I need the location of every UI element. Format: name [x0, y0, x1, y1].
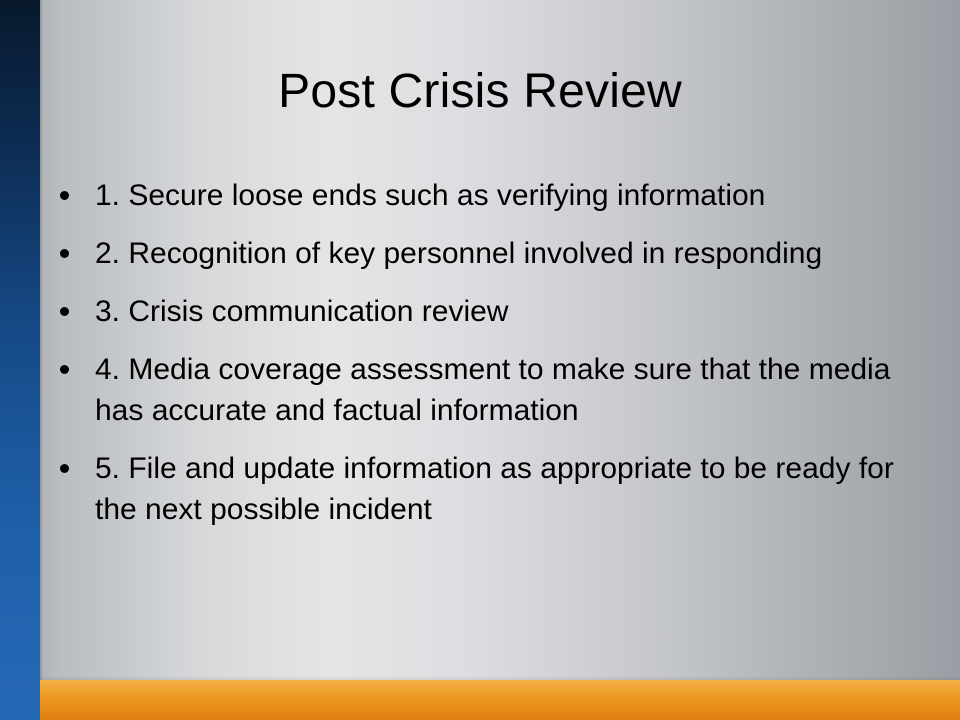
bullet-item-3 — [60, 291, 920, 332]
bullet-text: 2. Recognition of key personnel involved in responding — [95, 237, 823, 270]
bullet-icon — [60, 191, 69, 200]
bottom-accent-bar — [40, 680, 960, 720]
bullet-text: 1. Secure loose ends such as verifying information — [95, 179, 766, 212]
bullet-text: 5. File and update information as appropriate to be ready for the next possible incident — [95, 452, 894, 526]
bullet-text: 3. Crisis communication review — [95, 295, 509, 328]
bullet-text: 4. Media coverage assessment to make sure that the media has accurate and factual information — [95, 353, 891, 427]
bullet-icon — [60, 249, 69, 258]
left-bar-shadow — [40, 0, 43, 720]
bullet-list — [60, 175, 920, 547]
bullet-item-1 — [60, 175, 920, 216]
bullet-item-4 — [60, 349, 920, 431]
bullet-icon — [60, 365, 69, 374]
bullet-item-5 — [60, 448, 920, 530]
bullet-item-2 — [60, 233, 920, 274]
slide-title: Post Crisis Review — [278, 65, 682, 118]
bullet-icon — [60, 464, 69, 473]
bullet-icon — [60, 307, 69, 316]
left-accent-bar — [0, 0, 40, 720]
